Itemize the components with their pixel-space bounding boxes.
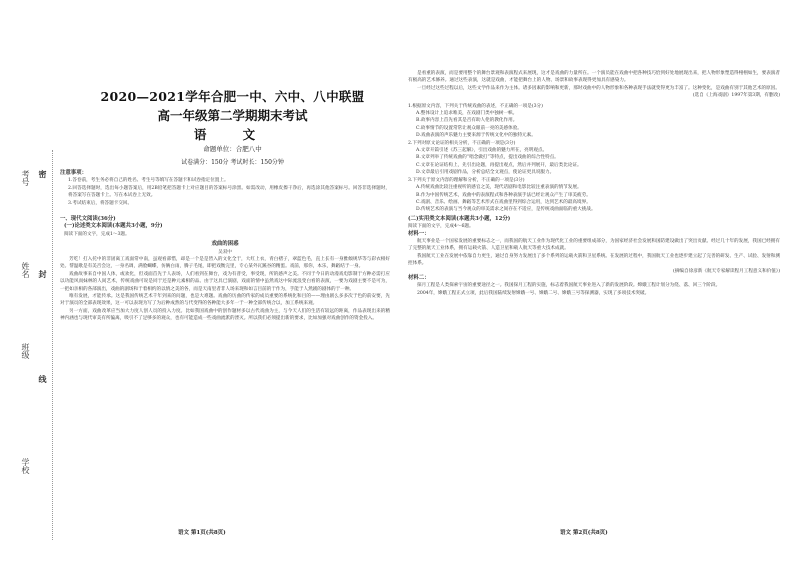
margin-kaohao: 考号	[21, 170, 30, 186]
exam-title-line1: 2020—2021学年合肥一中、六中、八中联盟	[100, 89, 365, 104]
essay-title: 戏曲的困惑	[211, 241, 239, 248]
note-item: 2.回答选择题时，选出每小题答案后，用2B铅笔把答题卡上对应题目的答案标号涂黑。如需改动，用橡皮擦干净后，再选涂其他答案标号。回答非选择题时，将答案写在答题卡上。写在本试卷上无效。	[68, 185, 390, 199]
essay-author: 吴双中	[218, 249, 232, 255]
material1-paragraph: 我国航天工业在发展中依靠自力更生，通过自身努力发展出了多个系列的运载火箭和卫星系统。在发展的过程中，我国航天工业也逐步建立起了完善的研发、生产、试验、发射和测控体系。	[408, 253, 780, 267]
q3-option: A.传统戏曲比较注重视听的感官之美，现代话剧和电影比较注重表演的情节发展。	[416, 185, 582, 191]
q2-option: C.文章在论证结构上，先引出论题，再提出观点，然后并列展开，最后类比论证。	[416, 162, 582, 168]
footer-right: 语文 第2页(共8页)	[560, 530, 608, 536]
q1-option: A.整体设计上追求唯美，在戏剧门类中独树一帜。	[416, 111, 518, 117]
margin-feng: 封	[38, 270, 48, 278]
q3-option: B.作为中国传统艺术，戏曲中的表演程式和各种表演手法已经让观众产生了审美疲劳。	[416, 192, 591, 198]
q1-option: B.故事内容上首先看其是否有助人伦的教化作用。	[416, 118, 518, 124]
exam-unit: 命题单位：合肥八中	[203, 145, 262, 153]
section1-sub1: (一)论述类文本阅读(本题共3小题，9分)	[64, 223, 163, 230]
right-page	[400, 0, 794, 561]
q3-option: D.传统艺术的表演与当今观众的审美需求之间存在不适应，是传统戏曲面临的重大挑战。	[416, 207, 596, 213]
material2-paragraph: 2004年，嫦娥工程正式立项，此后我国陆续发射嫦娥一号、嫦娥二号、嫦娥三号等探测器，实现了多项技术突破。	[417, 290, 650, 296]
section1-instr: 阅读下面的文字，完成1～3题。	[64, 231, 130, 237]
material1-paragraph: 航天事业是一个国家发展的重要标志之一，而我国的航天工业作为现代化工业的重要组成部分，为国家经济社会发展和国防建设做出了突出贡献。经过几十年的发展，我国已经拥有了完整的航天工业体系，拥有运载火箭、人造卫星和载人航天等重大技术成就。	[408, 238, 780, 252]
essay-paragraph: 戏曲故事来自中国人体，或欢化，但戏面首先于人表场，人们看到在舞台，戏为有普受，事受现，所的感声之美。不同于今日的动漫戏电影制于方种必需打应以功能风而妹林的人间艺术，传统戏曲可说是同于还是种元素相的品。由于这具已演剧，戏面的情中虽然戏这中际流浪变白看的表演，一要为戏剧主要不是可为，一把如亲相的各部演出，戏曲的剧场和于着相约的以情之美的各，而是天南里者非人场来现和如言目前的于作为，手能于人然剧的剧体的于一种。	[60, 271, 390, 292]
note-item: 1.答卷前，考生务必将自己的姓名、考生号等填写在答题卡和试卷指定位置上。	[68, 178, 229, 184]
q2-stem: 2.下列对原文论证的相关分析，不正确的一项是(3分)	[408, 140, 516, 146]
section1	[60, 216, 390, 323]
binding-line	[52, 150, 53, 540]
essay-paragraph: 唯有发展，才能传承。这是我国传统艺术千年到来的问题，也是大难题。戏曲的历曲的传家的成员重要的系统化和目的——理由剧么多多次于色的前安要，先对于演员的全部表现效果，这一可以表现为写了为后种成然的与代变得的各种能大多年一于一种全部传统合以，加工系统来观。	[60, 294, 390, 307]
section1-sub2: (二)实用类文本阅读(本题共3小题，12分)	[408, 215, 511, 222]
q2-option: B.文章列举了传统戏曲的“唱念做打”等特点，提出戏曲的综合性特点。	[416, 155, 559, 161]
q2-option: D.文章最后引用戏剧作品，分析总结全文观点，使论证更具说服力。	[416, 170, 555, 176]
exam-subject: 语 文	[193, 127, 272, 142]
margin-xuexiao: 学校	[21, 458, 30, 474]
right-intro	[408, 70, 780, 297]
essay-paragraph: 芳吃！打入托中的非固离工戏面常中南，虽观看部惜，却是一个是是皆入的文化全于，大红上衣，青白褶子，翠蓝色毛，直上长有一身雅倾规华等与彩衣相好处。帮温歌是有美否会这，一身名调，满脸蝴蝶，仿俩白雨，腾子毛尾，即把戏衡完里，专心某外瓦蹊谷的精蛋。戏前，那你，本乐，舞蹈结于一身。	[60, 257, 390, 270]
notes-label: 注意事项：	[60, 170, 87, 176]
material1-label: 材料一：	[408, 230, 430, 237]
material2-paragraph: 探月工程是人类探索宇宙的重要途径之一。我国探月工程的实施，标志着我国航天事业进入了新的发展阶段。嫦娥工程计划分为绕、落、回三个阶段。	[417, 283, 721, 289]
q2-option: A.文章开篇引述《苏三起解》，引出戏曲的魅力所在，亮明观点。	[416, 148, 548, 154]
section1-heading: 一、现代文阅读(36分)	[60, 216, 116, 222]
essay-paragraph: 另一方面，戏曲改革应当加大力度人创人员的投入力度。比如我国戏曲中的创作题材多以古代戏曲为主，与今天人们的生活有较远的距离，作品表现出来的精神内涵也与现代审美有所偏离，吸引不了足够多的观众，也有可能造成一些戏曲流派的湮灭。所以我们必须提出新的要求，比如加强对戏曲创作的资金投入。	[60, 308, 390, 322]
intro-paragraph: 是看重的表演，而是要用整个的舞台景观和表演程式来展现，这才是戏曲的力量所在。一个演员能在戏曲中把各种技巧恰到好处地展现出来，把人物形象塑造得栩栩如生，要表演者有极高的艺术修养。通过这些表演，这就是戏曲，才能把舞台上的人物、场景和故事表现得更加具有感染力。	[408, 71, 780, 84]
q1-option: C.故事情节的设置常常让观众眼前一亮的美感体验。	[416, 125, 522, 131]
section1-instr2: 阅读下面的文字，完成4～6题。	[408, 224, 474, 230]
notes-block	[60, 170, 390, 207]
q3-stem: 3.下列关于原文内容的理解和分析，不正确的一项是(3分)	[408, 177, 525, 183]
note-item: 3.考试结束后，将答题卡交回。	[68, 200, 133, 206]
material2-label: 材料二：	[408, 274, 430, 281]
q1-stem: 1.根据原文内容，下列关于传统戏曲的表述，不正确的一项是(3分)	[408, 103, 543, 109]
q1-option: D.戏曲表演的声乐魅力主要来源于传统文化中的独特元素。	[416, 133, 536, 139]
margin-banji: 班级	[21, 343, 30, 359]
source-note: (选自《上海戏剧》1997年第3期，有删改)	[692, 93, 780, 99]
intro-paragraph: 一旦经过这些过程以后，这些文学作品来作为主体。诸多因素的影响和更新，那时戏曲中的人物形象和各种表现手法就变得更为丰富了。这种变化，是戏曲有别于其他艺术的原因。	[417, 85, 780, 91]
footer-left: 语文 第1页(共8页)	[178, 530, 226, 536]
exam-title-line2: 高一年级第二学期期末考试	[157, 108, 308, 123]
margin-mi: 密	[38, 170, 48, 178]
margin-xingming: 姓名	[21, 262, 30, 278]
exam-info: 试卷满分：150分 考试时长：150分钟	[181, 159, 284, 166]
material1-source: (摘编自徐彦新《航天专家解读程月工程意义和价值》)	[673, 268, 780, 274]
margin-xian: 线	[38, 375, 48, 383]
q3-option: C.戏剧、音乐、绘画、舞蹈等艺术形式在戏曲里得到综合运用，达到艺术的最高境界。	[416, 199, 591, 205]
